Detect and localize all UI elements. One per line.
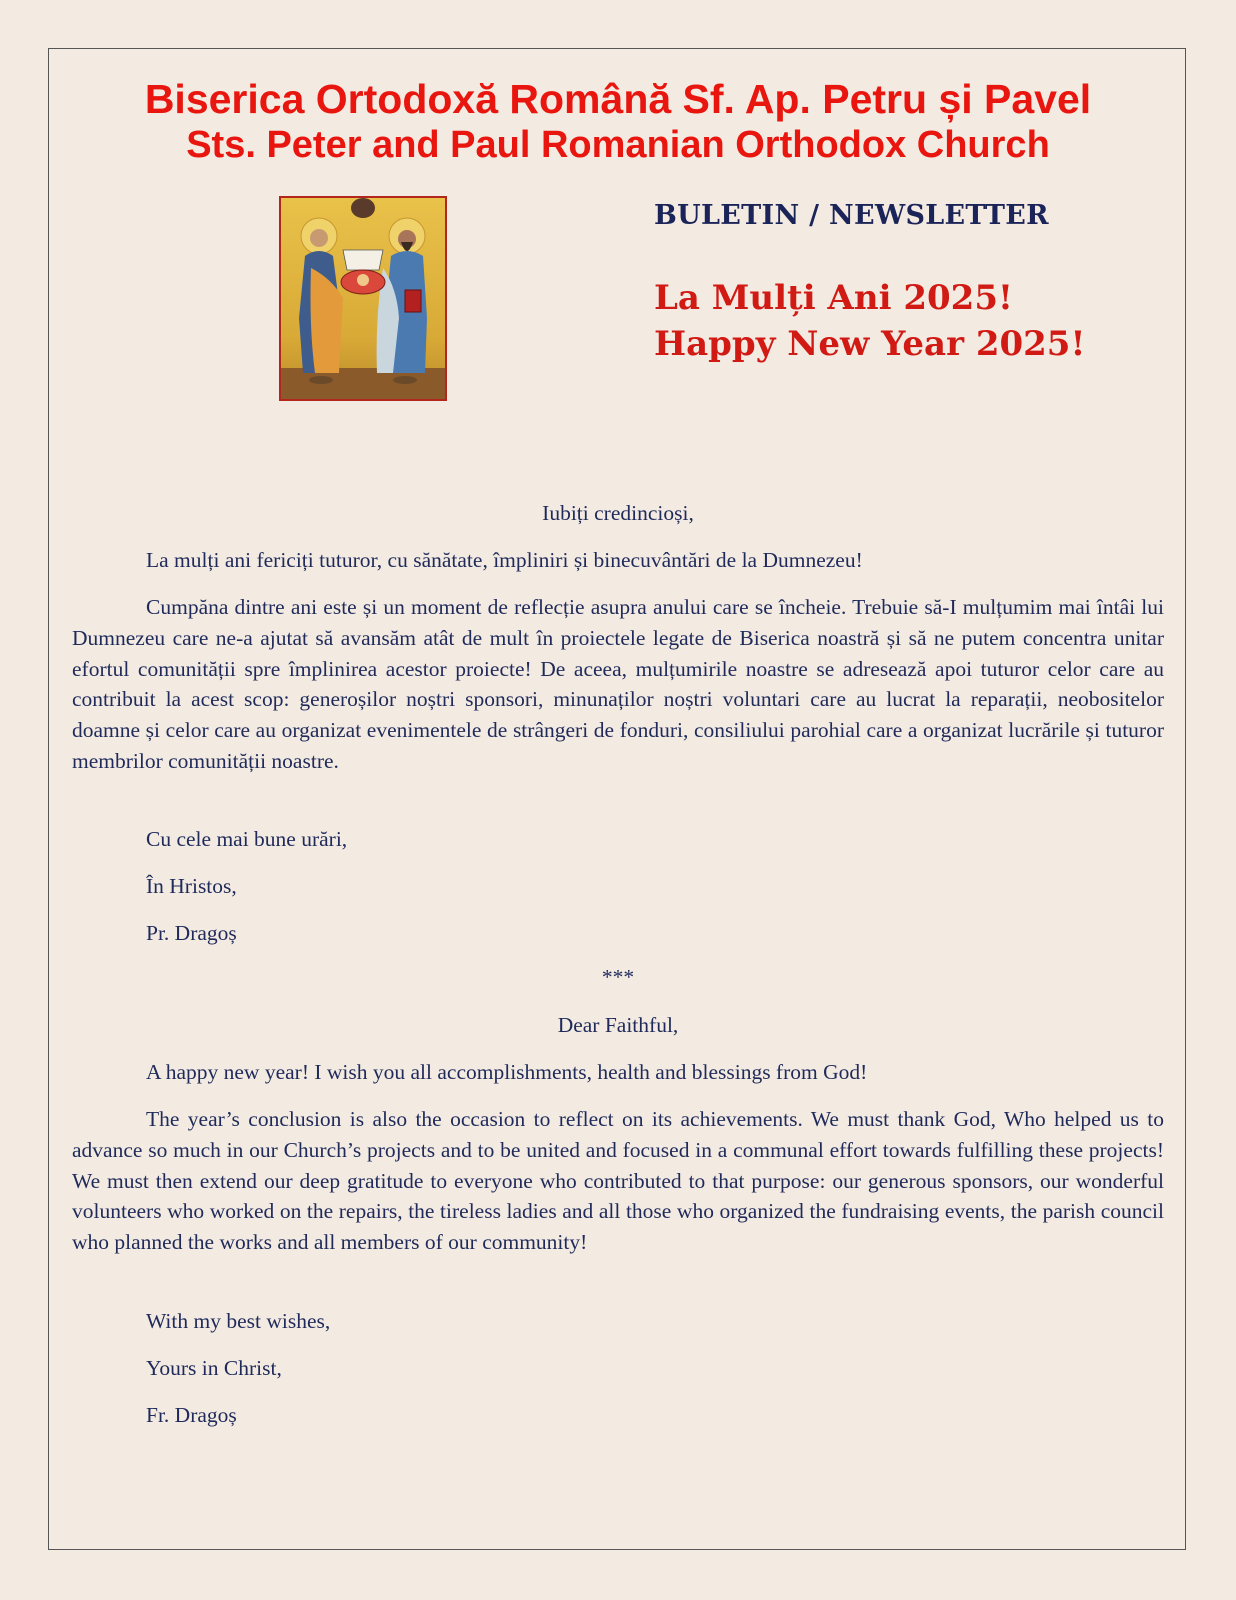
church-title-romanian: Biserica Ortodoxă Română Sf. Ap. Petru și Pavel	[144, 76, 1092, 122]
letter-romanian	[72, 498, 1164, 529]
salutation: Dear Faithful,	[557, 1013, 679, 1037]
closing-line-2: Yours in Christ,	[146, 1356, 282, 1380]
closing-line: Cu cele mai bune urări,	[146, 827, 348, 851]
church-title-english: Sts. Peter and Paul Romanian Orthodox Church	[186, 124, 1050, 166]
signature: Fr. Dragoș	[146, 1403, 237, 1427]
closing-line: With my best wishes,	[146, 1309, 331, 1333]
new-year-greeting-romanian: La Mulți Ani 2025!	[654, 278, 1013, 318]
new-year-greeting-english: Happy New Year 2025!	[654, 324, 1086, 364]
letter-english-closing-block	[72, 1306, 1164, 1337]
letter-english-wish-block	[72, 1057, 1164, 1088]
letter-romanian-signature-block	[72, 918, 1164, 949]
letter-romanian-body-block	[72, 592, 1164, 777]
letter-romanian-wish-block	[72, 545, 1164, 576]
newsletter-label: BULETIN / NEWSLETTER	[654, 200, 1049, 231]
letter-english-closing2-block	[72, 1353, 1164, 1384]
letter-english-signature-block	[72, 1400, 1164, 1431]
signature: Pr. Dragoș	[146, 921, 237, 945]
body-paragraph: Cumpăna dintre ani este și un moment de reflecție asupra anului care se încheie. Trebuie să-I mulțumim mai întâi lui Dumnezeu care ne-a ajutat să avansăm atât de mult în proiectele legate de Biserica noastră și să ne putem concentra unitar efortul comunității spre împlinirea acestor proiecte! De aceea, mulțumirile noastre se adresează apoi tuturor celor care au contribuit la acest scop: generoșilor noștri sponsori, minunaților noștri voluntari care au lucrat la reparații, neobositelor doamne și celor care au organizat evenimentele de strângeri de fonduri, consiliului parohial care a organizat lucrările și tuturor membrilor comunității noastre.	[72, 595, 1164, 773]
closing-line-2: În Hristos,	[146, 874, 237, 898]
letter-romanian-closing2-block	[72, 871, 1164, 902]
letter-romanian-closing-block	[72, 824, 1164, 855]
wish-paragraph: La mulți ani fericiți tuturor, cu sănătate, împliniri și binecuvântări de la Dumnezeu!	[146, 548, 863, 572]
saints-peter-and-paul-icon	[279, 196, 447, 401]
body-paragraph: The year’s conclusion is also the occasion to reflect on its achievements. We must thank God, Who helped us to advance so much in our Church’s projects and to be united and focused in a communal effort towards fulfilling these projects! We must then extend our deep gratitude to everyone who contributed to that purpose: our generous sponsors, our wonderful volunteers who worked on the repairs, the tireless ladies and all those who organized the fundraising events, the parish council who planned the works and all members of our community!	[72, 1107, 1164, 1255]
salutation: Iubiți credincioși,	[542, 501, 694, 525]
letter-english	[72, 1010, 1164, 1041]
wish-paragraph: A happy new year! I wish you all accomplishments, health and blessings from God!	[146, 1060, 868, 1084]
section-separator: ***	[601, 965, 635, 989]
separator-block	[72, 962, 1164, 993]
letter-english-body-block	[72, 1104, 1164, 1258]
